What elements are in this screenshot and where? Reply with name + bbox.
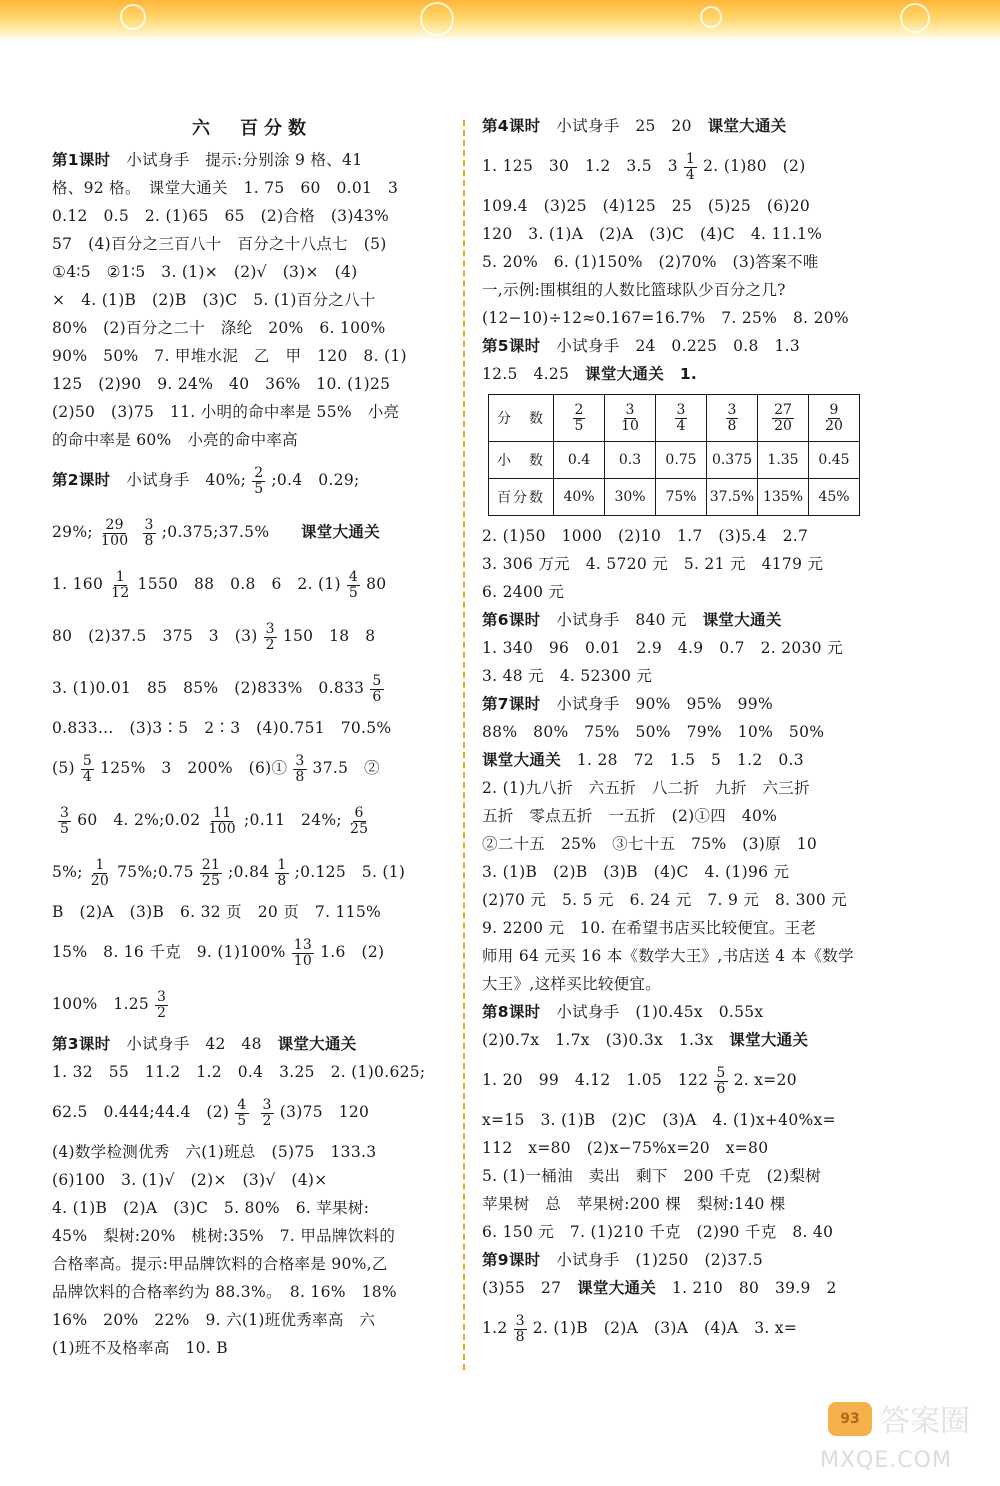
answer-text: ;0.125 5. (1) xyxy=(294,863,406,881)
answer-line xyxy=(52,978,452,1030)
table-cell xyxy=(758,395,809,442)
answer-line xyxy=(52,926,452,978)
table-row xyxy=(489,395,860,442)
answer-line xyxy=(52,794,452,846)
fraction: $\frac{1}{20}$ xyxy=(90,856,110,889)
answer-line xyxy=(482,1302,877,1354)
table-cell: 0.75 xyxy=(656,442,707,479)
answer-text: (2)0.7x 1.7x (3)0.3x 1.3x xyxy=(482,1031,730,1049)
answer-text: 15% 8. 16 千克 9. (1)100% xyxy=(52,943,286,961)
answer-line: 合格率高。提示:甲品牌饮料的合格率是 90%,乙 xyxy=(52,1255,388,1273)
answer-line xyxy=(482,1274,877,1302)
banner-bubble xyxy=(900,3,930,33)
table-cell: 30% xyxy=(605,479,656,516)
answer-text: 2. x=20 xyxy=(733,1071,797,1089)
fraction: $\frac{4}{5}$ xyxy=(237,1096,247,1129)
answer-text: 小试身手 (1)250 (2)37.5 xyxy=(556,1251,764,1269)
answer-line xyxy=(482,1026,877,1054)
answer-line: 6. 150 元 7. (1)210 千克 (2)90 千克 8. 40 xyxy=(482,1223,834,1241)
answer-line: 1. 32 55 11.2 1.2 0.4 3.25 2. (1)0.625; xyxy=(52,1063,426,1081)
answer-text: 小试身手 90% 95% 99% xyxy=(556,695,773,713)
fraction: $\frac{29}{100}$ xyxy=(100,516,129,549)
fraction: $\frac{2}{5}$ xyxy=(254,464,264,497)
answer-line: 2. (1)50 1000 (2)10 1.7 (3)5.4 2.7 xyxy=(482,527,809,545)
answer-line: (2)50 (3)75 11. 小明的命中率是 55% 小亮 xyxy=(52,403,400,421)
answer-line xyxy=(52,662,452,714)
answer-line xyxy=(482,1054,877,1106)
answer-line: 格、92 格。 课堂大通关 1. 75 60 0.01 3 xyxy=(52,179,399,197)
row-header: 小 数 xyxy=(489,442,554,479)
answer-text: 小试身手 840 元 xyxy=(556,611,703,629)
lesson-subtitle: 课堂大通关 xyxy=(301,523,381,541)
lesson-subtitle: 课堂大通关 xyxy=(277,1035,357,1053)
fraction: $\frac{5}{6}$ xyxy=(716,1064,726,1097)
answer-line: 112 x=80 (2)x−75%x=20 x=80 xyxy=(482,1139,769,1157)
answer-line: 90% 50% 7. 甲堆水泥 乙 甲 120 8. (1) xyxy=(52,347,407,365)
answer-line: 五折 零点五折 一五折 (2)①四 40% xyxy=(482,807,778,825)
table-cell: 0.3 xyxy=(605,442,656,479)
answer-line: 0.12 0.5 2. (1)65 65 (2)合格 (3)43% xyxy=(52,207,390,225)
banner-bubble xyxy=(120,4,146,30)
answer-line: × 4. (1)B (2)B (3)C 5. (1)百分之八十 xyxy=(52,291,376,309)
answer-line xyxy=(52,506,452,558)
answer-text: 37.5 ② xyxy=(312,759,380,777)
answer-line xyxy=(482,998,877,1026)
answer-line xyxy=(482,690,877,718)
answer-line xyxy=(52,146,452,174)
table-row xyxy=(489,479,860,516)
answer-line: 3. (1)B (2)B (3)B (4)C 4. (1)96 元 xyxy=(482,863,790,881)
fraction: $\frac{6}{25}$ xyxy=(349,804,369,837)
answer-line: 57 (4)百分之三百八十 百分之十八点七 (5) xyxy=(52,235,387,253)
answer-text: (5) xyxy=(52,759,75,777)
fraction: $\frac{3}{2}$ xyxy=(262,1096,272,1129)
answer-line: 6. 2400 元 xyxy=(482,583,565,601)
answer-text: 1. 210 80 39.9 2 xyxy=(671,1279,837,1297)
header-banner xyxy=(0,0,1000,40)
answer-line: 120 3. (1)A (2)A (3)C (4)C 4. 11.1% xyxy=(482,225,823,243)
answer-text: 60 4. 2%;0.02 xyxy=(77,811,201,829)
answer-text: 1. 20 99 4.12 1.05 122 xyxy=(482,1071,709,1089)
answer-line xyxy=(482,360,877,388)
answer-line: 大王》,这样买比较便宜。 xyxy=(482,975,662,993)
answer-line xyxy=(52,742,452,794)
answer-text: 2. (1)B (2)A (3)A (4)A 3. x= xyxy=(532,1319,798,1337)
lesson-subtitle: 课堂大通关 xyxy=(577,1279,657,1297)
answer-line: x=15 3. (1)B (2)C (3)A 4. (1)x+40%x= xyxy=(482,1111,836,1129)
lesson-subtitle: 课堂大通关 xyxy=(707,117,787,135)
fraction: $\frac{5}{4}$ xyxy=(82,752,93,785)
lesson-label: 第6课时 xyxy=(482,611,541,629)
lesson-subtitle: 课堂大通关 1. xyxy=(585,365,698,383)
answer-line: 9. 2200 元 10. 在希望书店买比较便宜。王老 xyxy=(482,919,817,937)
fraction: $\frac{3}{2}$ xyxy=(265,620,275,653)
answer-line: 45% 梨树:20% 桃树:35% 7. 甲品牌饮料的 xyxy=(52,1227,396,1245)
answer-text: (3)75 120 xyxy=(279,1103,370,1121)
answer-text: 80 (2)37.5 375 3 (3) xyxy=(52,627,258,645)
row-header: 分 数 xyxy=(489,395,554,442)
answer-line: ②二十五 25% ③七十五 75% (3)原 10 xyxy=(482,835,818,853)
fraction: $\frac{9}{20}$ xyxy=(825,401,843,434)
answer-line: 80% (2)百分之二十 涤纶 20% 6. 100% xyxy=(52,319,386,337)
table-cell: 0.375 xyxy=(707,442,758,479)
answer-text: ;0.375;37.5% xyxy=(161,523,270,541)
table-cell: 0.45 xyxy=(809,442,860,479)
fraction: $\frac{4}{5}$ xyxy=(348,568,359,601)
answer-line xyxy=(482,746,877,774)
answer-text: 小试身手 42 48 xyxy=(126,1035,278,1053)
fraction: $\frac{1}{4}$ xyxy=(685,150,696,183)
lesson-label: 第3课时 xyxy=(52,1035,111,1053)
table-cell: 40% xyxy=(554,479,605,516)
lesson-label: 第5课时 xyxy=(482,337,541,355)
conversion-table xyxy=(488,394,860,516)
answer-line: 88% 80% 75% 50% 79% 10% 50% xyxy=(482,723,825,741)
table-cell xyxy=(656,395,707,442)
table-cell xyxy=(554,395,605,442)
banner-bubble xyxy=(700,6,722,28)
answer-line: 的命中率是 60% 小亮的命中率高 xyxy=(52,431,298,449)
watermark-logo: 答案圈 xyxy=(880,1404,970,1439)
answer-line: 2. (1)九八折 六五折 八二折 九折 六三折 xyxy=(482,779,810,797)
answer-text: 125% 3 200% (6)① xyxy=(100,759,288,777)
answer-line: 3. 306 万元 4. 5720 元 5. 21 元 4179 元 xyxy=(482,555,824,573)
answer-line xyxy=(52,610,452,662)
table-row xyxy=(489,442,860,479)
fraction: $\frac{1}{12}$ xyxy=(111,568,130,601)
table-cell: 45% xyxy=(809,479,860,516)
lesson-subtitle: 课堂大通关 xyxy=(702,611,782,629)
answer-line xyxy=(52,1030,452,1058)
fraction: $\frac{2}{5}$ xyxy=(574,401,584,434)
answer-text: 100% 1.25 xyxy=(52,995,150,1013)
answer-line: 125 (2)90 9. 24% 40 36% 10. (1)25 xyxy=(52,375,391,393)
fraction: $\frac{3}{8}$ xyxy=(515,1312,525,1345)
answer-line: 16% 20% 22% 9. 六(1)班优秀率高 六 xyxy=(52,1311,376,1329)
table-cell: 37.5% xyxy=(707,479,758,516)
answer-text: ;0.4 0.29; xyxy=(271,471,360,489)
answer-line: (1)班不及格率高 10. B xyxy=(52,1339,228,1357)
section-title: 六 百分数 xyxy=(192,118,312,139)
table-cell: 1.35 xyxy=(758,442,809,479)
lesson-subtitle: 课堂大通关 xyxy=(729,1031,809,1049)
table-cell xyxy=(605,395,656,442)
answer-text: 1550 88 0.8 6 2. (1) xyxy=(137,575,341,593)
answer-line: 一,示例:围棋组的人数比篮球队少百分之几? xyxy=(482,281,786,299)
fraction: $\frac{3}{10}$ xyxy=(621,401,639,434)
answer-text: 29%; xyxy=(52,523,93,541)
answer-line: 4. (1)B (2)A (3)C 5. 80% 6. 苹果树: xyxy=(52,1199,370,1217)
answer-text: 小试身手 24 0.225 0.8 1.3 xyxy=(556,337,801,355)
answer-line: 师用 64 元买 16 本《数学大王》,书店送 4 本《数学 xyxy=(482,947,854,965)
lesson-label: 第2课时 xyxy=(52,471,111,489)
table-cell xyxy=(707,395,758,442)
lesson-label: 第8课时 xyxy=(482,1003,541,1021)
answer-text: ;0.84 xyxy=(228,863,270,881)
fraction: $\frac{3}{8}$ xyxy=(727,401,737,434)
answer-text: 小试身手 25 20 xyxy=(556,117,708,135)
answer-text: 150 18 8 xyxy=(282,627,376,645)
answer-line: (12−10)÷12≈0.167=16.7% 7. 25% 8. 20% xyxy=(482,309,849,327)
fraction: $\frac{13}{10}$ xyxy=(293,936,313,969)
fraction: $\frac{3}{4}$ xyxy=(676,401,686,434)
answer-text: 12.5 4.25 xyxy=(482,365,586,383)
answer-line xyxy=(482,606,877,634)
answer-text: 62.5 0.444;44.4 (2) xyxy=(52,1103,230,1121)
answer-text: ;0.11 24%; xyxy=(244,811,342,829)
fraction: $\frac{3}{2}$ xyxy=(157,988,167,1021)
fraction: $\frac{21}{25}$ xyxy=(201,856,221,889)
answer-line xyxy=(482,112,877,140)
fraction: $\frac{11}{100}$ xyxy=(208,804,237,837)
answer-line: 1. 340 96 0.01 2.9 4.9 0.7 2. 2030 元 xyxy=(482,639,843,657)
left-column xyxy=(52,112,452,1362)
answer-line: 109.4 (3)25 (4)125 25 (5)25 (6)20 xyxy=(482,197,811,215)
answer-line: (2)70 元 5. 5 元 6. 24 元 7. 9 元 8. 300 元 xyxy=(482,891,848,909)
answer-line: 0.833… (3)3∶5 2∶3 (4)0.751 70.5% xyxy=(52,719,392,737)
answer-line: 3. 48 元 4. 52300 元 xyxy=(482,667,653,685)
answer-text: 1.2 xyxy=(482,1319,508,1337)
answer-line xyxy=(482,1246,877,1274)
fraction: $\frac{3}{5}$ xyxy=(60,804,70,837)
answer-text: 2. (1)80 (2) xyxy=(703,157,806,175)
fraction: $\frac{3}{8}$ xyxy=(295,752,305,785)
right-column xyxy=(482,112,877,1354)
row-header: 百分数 xyxy=(489,479,554,516)
answer-line xyxy=(52,846,452,898)
lesson-label: 第4课时 xyxy=(482,117,541,135)
answer-text: 75%;0.75 xyxy=(117,863,194,881)
answer-line xyxy=(52,558,452,610)
answer-text: 5%; xyxy=(52,863,83,881)
answer-text: (3)55 27 xyxy=(482,1279,578,1297)
answer-text: 1.6 (2) xyxy=(320,943,385,961)
answer-line xyxy=(52,454,452,506)
banner-bubble xyxy=(420,2,454,36)
answer-text: 小试身手 40%; xyxy=(126,471,247,489)
lesson-subtitle: 课堂大通关 xyxy=(482,751,562,769)
lesson-label: 第7课时 xyxy=(482,695,541,713)
answer-line: 苹果树 总 苹果树:200 棵 梨树:140 棵 xyxy=(482,1195,786,1213)
table-cell: 135% xyxy=(758,479,809,516)
lesson-label: 第9课时 xyxy=(482,1251,541,1269)
answer-line: (6)100 3. (1)√ (2)× (3)√ (4)× xyxy=(52,1171,328,1189)
fraction: $\frac{5}{6}$ xyxy=(372,672,382,705)
answer-line: ①4∶5 ②1∶5 3. (1)× (2)√ (3)× (4) xyxy=(52,263,358,281)
answer-text: 小试身手 提示:分别涂 9 格、41 xyxy=(126,151,363,169)
answer-line: 5. (1)一桶油 卖出 剩下 200 千克 (2)梨树 xyxy=(482,1167,822,1185)
answer-line xyxy=(482,140,877,192)
table-cell: 0.4 xyxy=(554,442,605,479)
lesson-label: 第1课时 xyxy=(52,151,111,169)
answer-line: 5. 20% 6. (1)150% (2)70% (3)答案不唯 xyxy=(482,253,819,271)
column-divider xyxy=(463,120,465,1370)
answer-line xyxy=(482,332,877,360)
answer-line: 品牌饮料的合格率约为 88.3%。 8. 16% 18% xyxy=(52,1283,397,1301)
answer-text: 1. 125 30 1.2 3.5 3 xyxy=(482,157,678,175)
answer-line: B (2)A (3)B 6. 32 页 20 页 7. 115% xyxy=(52,903,382,921)
table-cell xyxy=(809,395,860,442)
watermark-url: MXQE.COM xyxy=(820,1448,952,1473)
fraction: $\frac{3}{8}$ xyxy=(144,516,154,549)
answer-text: 1. 28 72 1.5 5 1.2 0.3 xyxy=(576,751,804,769)
fraction: $\frac{27}{20}$ xyxy=(774,401,792,434)
answer-text: 3. (1)0.01 85 85% (2)833% 0.833 xyxy=(52,679,365,697)
table-cell: 75% xyxy=(656,479,707,516)
answer-text: 小试身手 (1)0.45x 0.55x xyxy=(556,1003,764,1021)
fraction: $\frac{1}{8}$ xyxy=(277,856,287,889)
answer-text: 1. 160 xyxy=(52,575,104,593)
answer-line xyxy=(52,1086,452,1138)
answer-line: (4)数学检测优秀 六(1)班总 (5)75 133.3 xyxy=(52,1143,377,1161)
answer-text: 80 xyxy=(366,575,387,593)
page-number: 93 xyxy=(828,1402,872,1436)
